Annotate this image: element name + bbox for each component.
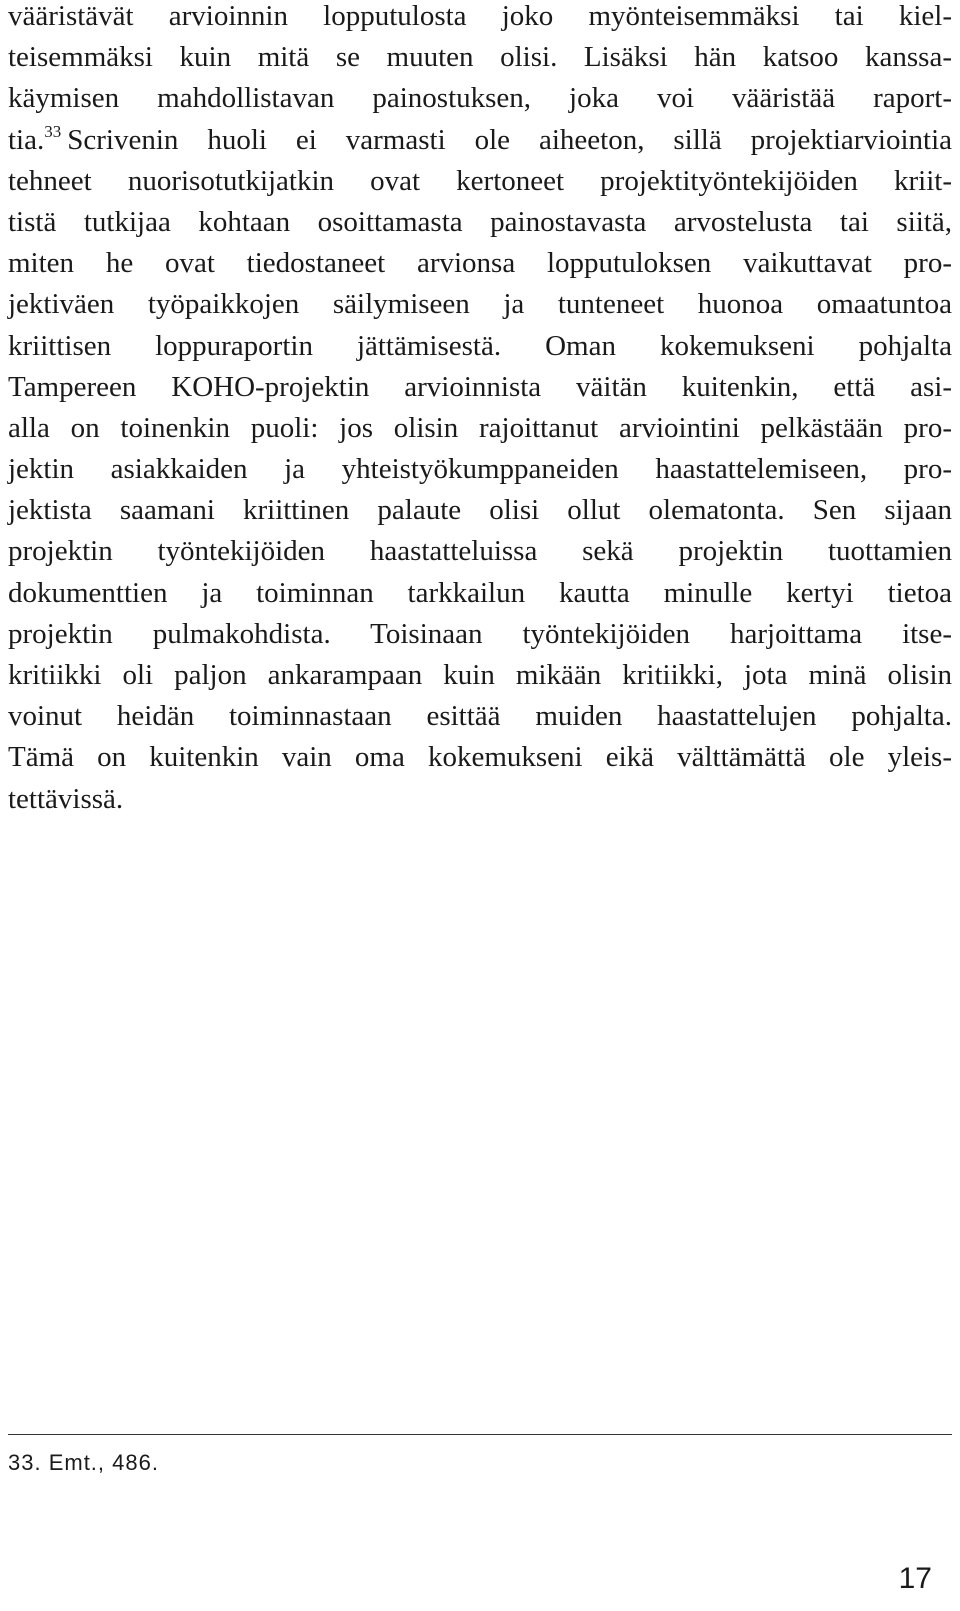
text-line: teisemmäksi kuin mitä se muuten olisi. Lisäksi hän katsoo kanssa- [8,41,952,74]
text-fragment: Scrivenin huoli ei varmasti ole aiheeton, sillä projektiarviointia [67,123,952,156]
text-line: dokumenttien ja toiminnan tarkkailun kautta minulle kertyi tietoa [8,576,952,609]
text-line: Tampereen KOHO-projektin arvioinnista väitän kuitenkin, että asi- [8,370,952,403]
text-line: alla on toinenkin puoli: jos olisin rajoittanut arviointini pelkästään pro- [8,411,952,444]
text-line: voinut heidän toiminnastaan esittää muiden haastattelujen pohjalta. [8,700,952,733]
text-line: projektin pulmakohdista. Toisinaan työntekijöiden harjoittama itse- [8,617,952,650]
text-line: tistä tutkijaa kohtaan osoittamasta painostavasta arvostelusta tai siitä, [8,205,952,238]
footnote-divider [8,1434,952,1435]
body-paragraph [8,0,952,820]
text-line: miten he ovat tiedostaneet arvionsa lopputuloksen vaikuttavat pro- [8,247,952,280]
footnote: 33. Emt., 486. [8,1450,159,1475]
text-line: jektiväen työpaikkojen säilymiseen ja tunteneet huonoa omaatuntoa [8,288,952,321]
text-line: projektin työntekijöiden haastatteluissa sekä projektin tuottamien [8,535,952,568]
page-number: 17 [898,1562,932,1595]
text-line: jektin asiakkaiden ja yhteistyökumppaneiden haastattelemiseen, pro- [8,453,952,486]
text-fragment: tia. [8,123,45,156]
text-line: kriittisen loppuraportin jättämisestä. Oman kokemukseni pohjalta [8,329,952,362]
text-line-last: tettävissä. [8,782,124,815]
text-line: jektista saamani kriittinen palaute olisi ollut olematonta. Sen sijaan [8,494,952,527]
text-line: vääristävät arvioinnin lopputulosta joko myönteisemmäksi tai kiel- [8,0,952,32]
text-line: Tämä on kuitenkin vain oma kokemukseni eikä välttämättä ole yleis- [8,741,952,774]
text-line: kritiikki oli paljon ankarampaan kuin mikään kritiikki, jota minä olisin [8,659,952,691]
text-line-with-footnote-ref [8,120,952,161]
text-line: tehneet nuorisotutkijatkin ovat kertoneet projektityöntekijöiden kriit- [8,164,952,197]
footnote-reference[interactable]: 33 [44,121,62,141]
text-line: käymisen mahdollistavan painostuksen, joka voi vääristää raport- [8,82,952,115]
